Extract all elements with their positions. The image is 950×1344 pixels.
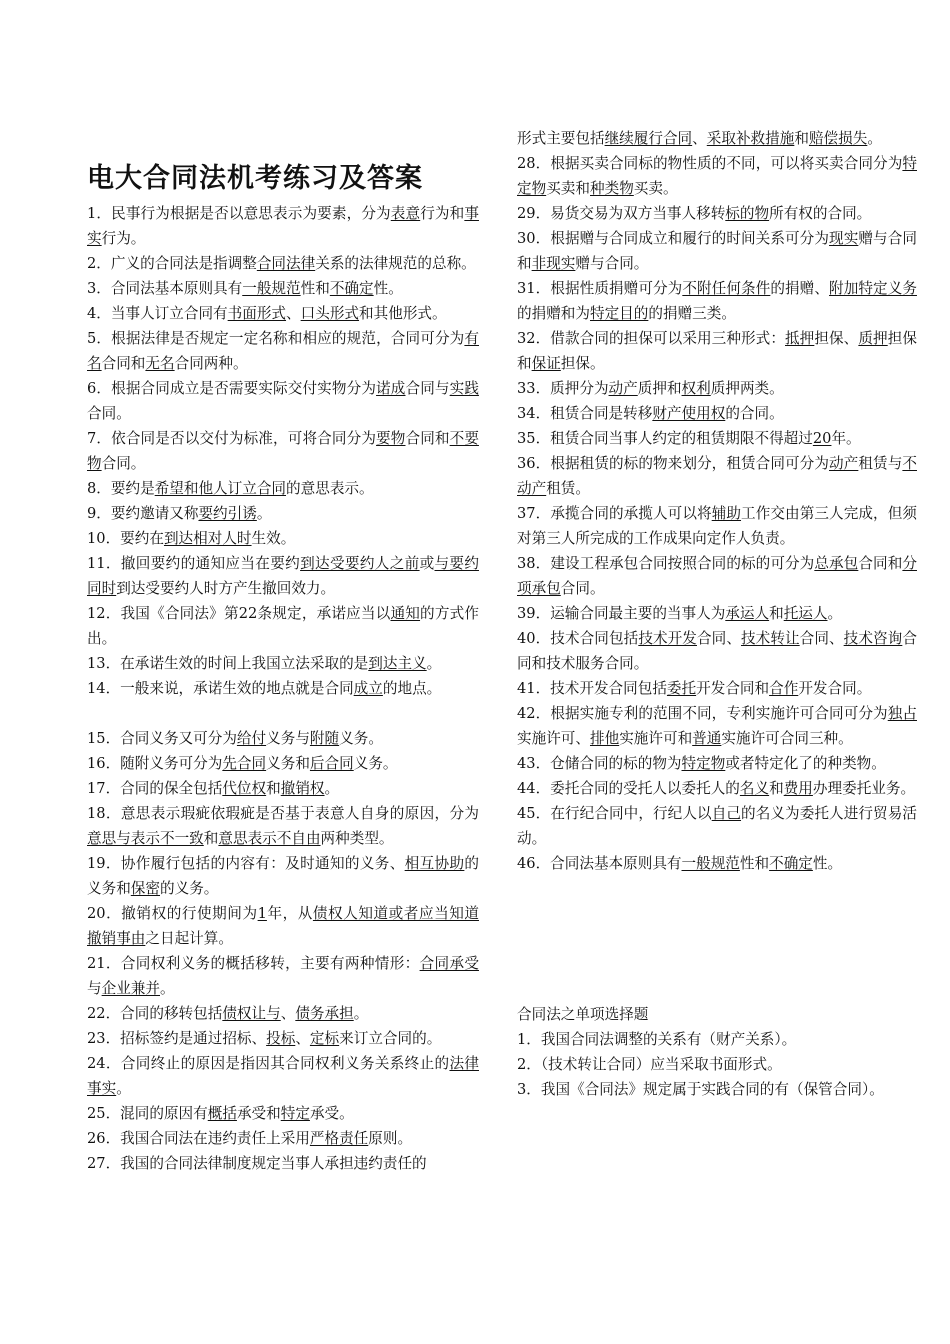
question-text: 的地点。 — [382, 680, 442, 697]
question-text: 行为和 — [420, 205, 465, 222]
answer-blank: 企业兼并 — [101, 980, 160, 997]
question-text: 合同两种。 — [174, 355, 248, 372]
question-item — [87, 1051, 479, 1101]
answer-blank: 附加特定义务 — [829, 280, 917, 297]
answer-blank: 采取补救措施 — [706, 130, 795, 147]
answer-blank: 标的物 — [725, 205, 770, 222]
answer-blank: 1 — [257, 905, 267, 922]
question-text: 33．质押分为 — [517, 380, 609, 397]
answer-blank: 承运人 — [725, 605, 770, 622]
answer-blank: 合同法律 — [256, 255, 316, 272]
left-column — [87, 201, 479, 1176]
answer-blank: 自己 — [711, 805, 742, 822]
question-text: 12．我国《合同法》第22条规定，承诺应当以 — [87, 605, 391, 622]
question-item — [517, 701, 917, 751]
choice-question-list — [517, 1027, 917, 1102]
question-text: 的捐赠、 — [770, 280, 830, 297]
question-text: 26．我国合同法在违约责任上采用 — [87, 1130, 310, 1147]
question-text: 6．根据合同成立是否需要实际交付实物分为 — [87, 380, 377, 397]
answer-blank: 不附任何条件 — [682, 280, 771, 297]
answer-blank: 债权让与 — [222, 1005, 281, 1022]
section-heading: 合同法之单项选择题 — [517, 1006, 649, 1023]
answer-blank: 继续履行合同 — [604, 130, 693, 147]
question-text: 赠与合同。 — [575, 255, 649, 272]
question-text: 义务。 — [339, 730, 383, 747]
question-text: 性和 — [739, 855, 770, 872]
question-text: 、 — [692, 130, 707, 147]
question-text: 36．根据租赁的标的物来划分，租赁合同可分为 — [517, 455, 830, 472]
answer-blank: 技术咨询 — [843, 630, 903, 647]
answer-blank: 实践 — [449, 380, 479, 397]
question-item — [87, 951, 479, 1001]
answer-blank: 成立 — [353, 680, 383, 697]
question-text: 之日起计算。 — [145, 930, 233, 947]
question-text: 。 — [867, 130, 882, 147]
answer-blank: 赔偿损失 — [808, 130, 868, 147]
question-text: 。 — [256, 505, 272, 522]
question-text: 担保和 — [517, 330, 917, 372]
question-item — [517, 426, 917, 451]
question-text: 18．意思表示瑕疵依瑕疵是否基于表意人自身的原因，分为 — [87, 805, 479, 822]
question-item — [517, 401, 917, 426]
question-text: 的捐赠三类。 — [648, 305, 736, 322]
answer-blank: 技术开发 — [638, 630, 697, 647]
question-item — [517, 551, 917, 601]
question-text: 23．招标签约是通过招标、 — [87, 1030, 267, 1047]
question-text: 质押两类。 — [710, 380, 784, 397]
question-text: 租赁与 — [858, 455, 903, 472]
question-text: 25．混同的原因有 — [87, 1105, 208, 1122]
question-text: 原则。 — [368, 1130, 413, 1147]
question-item — [87, 901, 479, 951]
blank-space — [517, 876, 917, 1002]
question-item — [87, 551, 479, 601]
question-text: 合同和技术服务合同。 — [517, 630, 917, 672]
question-text: 性和 — [300, 280, 330, 297]
question-text: 24．合同终止的原因是指因其合同权利义务关系终止的 — [87, 1055, 450, 1072]
answer-blank: 后合同 — [309, 755, 354, 772]
question-text: 租赁。 — [546, 480, 590, 497]
question-item — [87, 776, 479, 801]
question-text: 合同、 — [799, 630, 844, 647]
answer-blank: 现实 — [829, 230, 859, 247]
answer-blank: 权利 — [681, 380, 711, 397]
question-text: 4．当事人订立合同有 — [87, 305, 228, 322]
question-item — [87, 1101, 479, 1126]
answer-blank: 到达受要约人之前 — [300, 555, 420, 572]
answer-blank: 到达相对人时 — [163, 530, 252, 547]
question-text: 合同和 — [858, 555, 903, 572]
answer-blank: 不要物 — [87, 430, 479, 472]
question-text: 年，从 — [266, 905, 313, 922]
answer-blank: 附随 — [309, 730, 340, 747]
question-text: 实施许可、 — [517, 730, 590, 747]
question-text: 担保。 — [560, 355, 605, 372]
question-text: 、 — [280, 1005, 296, 1022]
answer-blank: 质押 — [858, 330, 888, 347]
question-text: 质押和 — [637, 380, 682, 397]
question-text: 。 — [426, 655, 442, 672]
question-text: 19．协作履行包括的内容有：及时通知的义务、 — [87, 855, 405, 872]
answer-blank: 表意 — [390, 205, 421, 222]
choice-question: 2．（技术转让合同）应当采取书面形式。 — [517, 1056, 782, 1073]
question-text: 合同、 — [696, 630, 741, 647]
question-text: 34．租赁合同是转移 — [517, 405, 653, 422]
question-text: 来订立合同的。 — [339, 1030, 442, 1047]
answer-blank: 合同承受 — [419, 955, 479, 972]
page-title: 电大合同法机考练习及答案 — [87, 163, 423, 194]
question-text: 27．我国的合同法律制度规定当事人承担违约责任的 — [87, 1155, 427, 1172]
question-item — [87, 751, 479, 776]
question-text: 43．仓储合同的标的物为 — [517, 755, 682, 772]
question-text: 14．一般来说，承诺生效的地点就是合同 — [87, 680, 354, 697]
answer-blank: 意思表示不自由 — [218, 830, 321, 847]
question-text: 所有权的合同。 — [769, 205, 872, 222]
question-text: 39．运输合同最主要的当事人为 — [517, 605, 726, 622]
question-text: 38．建设工程承包合同按照合同的标的可分为 — [517, 555, 815, 572]
question-text: 担保、 — [814, 330, 859, 347]
question-text: 合同。 — [87, 405, 131, 422]
question-text: 的名义为委托人进行贸易活动。 — [517, 805, 917, 847]
question-text: 年。 — [831, 430, 861, 447]
question-item — [517, 851, 917, 876]
answer-blank: 不确定 — [329, 280, 374, 297]
question-text: 42．根据实施专利的范围不同，专利实施许可合同可分为 — [517, 705, 888, 722]
question-text: 20．撤销权的行使期间为 — [87, 905, 258, 922]
right-column — [517, 126, 917, 1102]
question-text: 合同。 — [560, 580, 605, 597]
question-item — [87, 1126, 479, 1151]
answer-blank: 名义 — [739, 780, 770, 797]
answer-blank: 要物 — [376, 430, 406, 447]
answer-blank: 抵押 — [785, 330, 815, 347]
answer-blank: 投标 — [266, 1030, 296, 1047]
answer-blank: 合作 — [769, 680, 799, 697]
answer-blank: 债务承担 — [295, 1005, 354, 1022]
question-text: 合同和 — [101, 355, 146, 372]
question-text: 实施许可合同三种。 — [721, 730, 853, 747]
question-text: 16．随附义务可分为 — [87, 755, 223, 772]
question-text: 5．根据法律是否规定一定名称和相应的规范，合同可分为 — [87, 330, 465, 347]
question-text: 性。 — [373, 280, 403, 297]
question-item — [517, 451, 917, 501]
choice-question: 3．我国《合同法》规定属于实践合同的有（保管合同）。 — [517, 1081, 884, 1098]
question-text: 行为。 — [101, 230, 146, 247]
question-text: 46．合同法基本原则具有 — [517, 855, 682, 872]
question-text: 29．易货交易为双方当事人移转 — [517, 205, 726, 222]
question-text: 的捐赠和为 — [517, 305, 590, 322]
question-text: 形式主要包括 — [517, 130, 605, 147]
question-item — [517, 676, 917, 701]
question-text: 义务。 — [353, 755, 398, 772]
question-item — [87, 251, 479, 276]
question-text: 和 — [769, 605, 784, 622]
answer-blank: 动产 — [829, 455, 859, 472]
question-item — [517, 751, 917, 776]
answer-blank: 保证 — [531, 355, 561, 372]
question-text: 15．合同义务又可分为 — [87, 730, 237, 747]
question-text: 办理委托业务。 — [812, 780, 916, 797]
question-text: 和 — [266, 780, 281, 797]
question-text: 买卖。 — [633, 180, 678, 197]
question-item — [87, 676, 479, 701]
question-text: 、 — [286, 305, 301, 322]
answer-blank: 要约引诱 — [198, 505, 257, 522]
answer-blank: 法律事实 — [87, 1055, 479, 1097]
right-item-list — [517, 126, 917, 876]
answer-blank: 口头形式 — [300, 305, 360, 322]
answer-blank: 种类物 — [590, 180, 634, 197]
question-text: 3．合同法基本原则具有 — [87, 280, 243, 297]
answer-blank: 分项承包 — [517, 555, 917, 597]
question-item — [87, 726, 479, 751]
question-text: 赠与合同和 — [517, 230, 917, 272]
answer-blank: 与要约同时 — [87, 555, 479, 597]
question-text: 44．委托合同的受托人以委托人的 — [517, 780, 740, 797]
question-text: 到达受要约人时方产生撤回效力。 — [116, 580, 336, 597]
question-text: 9．要约邀请又称 — [87, 505, 199, 522]
question-item — [87, 301, 479, 326]
choice-question: 1．我国合同法调整的关系有（财产关系）。 — [517, 1031, 797, 1048]
answer-blank: 总承包 — [814, 555, 859, 572]
question-text: 和 — [794, 130, 809, 147]
question-item — [87, 1151, 479, 1176]
question-text: 21．合同权利义务的概括移转，主要有两种情形： — [87, 955, 420, 972]
question-text: 11．撤回要约的通知应当在要约 — [87, 555, 301, 572]
question-item — [87, 201, 479, 251]
question-text: 1．民事行为根据是否以意思表示为要素，分为 — [87, 205, 391, 222]
answer-blank: 概括 — [207, 1105, 237, 1122]
answer-blank: 书面形式 — [227, 305, 287, 322]
question-text: 13．在承诺生效的时间上我国立法采取的是 — [87, 655, 369, 672]
question-text: 实施许可和 — [619, 730, 693, 747]
answer-blank: 撤销权 — [280, 780, 325, 797]
question-text: 。 — [324, 780, 340, 797]
answer-blank: 技术转让 — [740, 630, 800, 647]
question-text: 35．租赁合同当事人约定的租赁期限不得超过 — [517, 430, 813, 447]
answer-blank: 特定物 — [681, 755, 726, 772]
question-item — [87, 1026, 479, 1051]
question-text: 37．承揽合同的承揽人可以将 — [517, 505, 712, 522]
question-item — [87, 526, 479, 551]
question-text: 义务和 — [266, 755, 310, 772]
answer-blank: 普通 — [692, 730, 722, 747]
question-text: 义务与 — [266, 730, 310, 747]
answer-blank: 定标 — [309, 1030, 340, 1047]
answer-blank: 辅助 — [711, 505, 742, 522]
question-item — [517, 151, 917, 201]
question-text: 合同和 — [405, 430, 450, 447]
question-item — [87, 801, 479, 851]
question-text: 31．根据性质捐赠可分为 — [517, 280, 683, 297]
question-item — [517, 201, 917, 226]
question-text: 开发合同。 — [798, 680, 872, 697]
question-text: 或 — [419, 555, 435, 572]
answer-blank: 无名 — [145, 355, 175, 372]
question-text: 2．广义的合同法是指调整 — [87, 255, 257, 272]
question-text: 10．要约在 — [87, 530, 164, 547]
question-item — [517, 501, 917, 551]
answer-blank: 相互协助 — [404, 855, 465, 872]
question-item — [517, 776, 917, 801]
question-item — [87, 1001, 479, 1026]
answer-blank: 到达主义 — [368, 655, 427, 672]
question-item — [87, 376, 479, 426]
question-item — [517, 276, 917, 326]
question-text: 30．根据赠与合同成立和履行的时间关系可分为 — [517, 230, 830, 247]
answer-blank: 先合同 — [222, 755, 267, 772]
answer-blank: 独占 — [887, 705, 917, 722]
answer-blank: 不确定 — [769, 855, 813, 872]
question-text: 的合同。 — [725, 405, 784, 422]
question-text: 承受。 — [309, 1105, 354, 1122]
answer-blank: 不动产 — [517, 455, 917, 497]
question-text: 。 — [353, 1005, 369, 1022]
question-text: 的意思表示。 — [286, 480, 374, 497]
question-text: 41．技术开发合同包括 — [517, 680, 667, 697]
question-text: 的方式作出。 — [87, 605, 479, 647]
question-text: 。 — [116, 1080, 131, 1097]
question-text: 28．根据买卖合同标的物性质的不同，可以将买卖合同分为 — [517, 155, 903, 172]
question-item — [517, 801, 917, 851]
question-item — [517, 601, 917, 626]
question-text: 关系的法律规范的总称。 — [315, 255, 476, 272]
question-text: 工作交由第三人完成，但须对第三人所完成的工作成果向定作人负责。 — [517, 505, 917, 547]
question-text: 的义务。 — [160, 880, 219, 897]
question-text: 和 — [203, 830, 219, 847]
answer-blank: 代位权 — [222, 780, 267, 797]
question-text: 两种类型。 — [320, 830, 394, 847]
question-text: 的义务和 — [87, 855, 479, 897]
question-item — [517, 126, 917, 151]
question-text: 合同与 — [405, 380, 450, 397]
answer-blank: 排他 — [589, 730, 620, 747]
answer-blank: 一般规范 — [242, 280, 301, 297]
answer-blank: 通知 — [390, 605, 421, 622]
question-item — [517, 326, 917, 376]
answer-blank: 财产使用权 — [652, 405, 726, 422]
question-text: 8．要约是 — [87, 480, 155, 497]
question-text: 22．合同的移转包括 — [87, 1005, 223, 1022]
answer-blank: 希望和他人订立合同 — [154, 480, 287, 497]
answer-blank: 严格责任 — [309, 1130, 369, 1147]
question-text: 生效。 — [251, 530, 296, 547]
question-text: 45．在行纪合同中，行纪人以 — [517, 805, 712, 822]
question-text: 合同。 — [101, 455, 146, 472]
question-text: 或者特定化了的种类物。 — [725, 755, 886, 772]
question-text: 开发合同和 — [696, 680, 770, 697]
question-text: 17．合同的保全包括 — [87, 780, 223, 797]
question-item — [517, 226, 917, 276]
question-item — [87, 851, 479, 901]
question-text: 、 — [295, 1030, 310, 1047]
question-item — [87, 426, 479, 476]
question-text: 。 — [827, 605, 843, 622]
answer-blank: 事实 — [87, 205, 479, 247]
question-item — [87, 501, 479, 526]
question-text: 买卖和 — [546, 180, 590, 197]
answer-blank: 一般规范 — [681, 855, 740, 872]
answer-blank: 20 — [812, 430, 832, 447]
question-item — [87, 476, 479, 501]
question-text: 和其他形式。 — [359, 305, 447, 322]
question-text: 性。 — [812, 855, 843, 872]
answer-blank: 给付 — [236, 730, 267, 747]
question-item — [517, 376, 917, 401]
question-item — [517, 626, 917, 676]
answer-blank: 债权人知道或者应当知道撤销事由 — [87, 905, 479, 947]
question-item — [87, 601, 479, 651]
answer-blank: 托运人 — [783, 605, 828, 622]
answer-blank: 意思与表示不一致 — [87, 830, 204, 847]
question-text: 7．依合同是否以交付为标准，可将合同分为 — [87, 430, 377, 447]
answer-blank: 特定物 — [517, 155, 917, 197]
question-item — [87, 276, 479, 301]
answer-blank: 非现实 — [531, 255, 576, 272]
answer-blank: 委托 — [666, 680, 697, 697]
answer-blank: 有名 — [87, 330, 479, 372]
question-item — [87, 651, 479, 676]
question-text: 和 — [769, 780, 784, 797]
question-item — [87, 326, 479, 376]
answer-blank: 保密 — [130, 880, 160, 897]
question-text: 与 — [87, 980, 102, 997]
question-text: 。 — [160, 980, 175, 997]
question-text: 承受和 — [236, 1105, 281, 1122]
answer-blank: 特定 — [280, 1105, 310, 1122]
answer-blank: 特定目的 — [589, 305, 649, 322]
answer-blank: 动产 — [608, 380, 638, 397]
answer-blank: 费用 — [783, 780, 813, 797]
question-text: 40．技术合同包括 — [517, 630, 639, 647]
blank-line — [87, 701, 479, 726]
answer-blank: 诺成 — [376, 380, 406, 397]
question-text: 32．借款合同的担保可以采用三种形式： — [517, 330, 785, 347]
